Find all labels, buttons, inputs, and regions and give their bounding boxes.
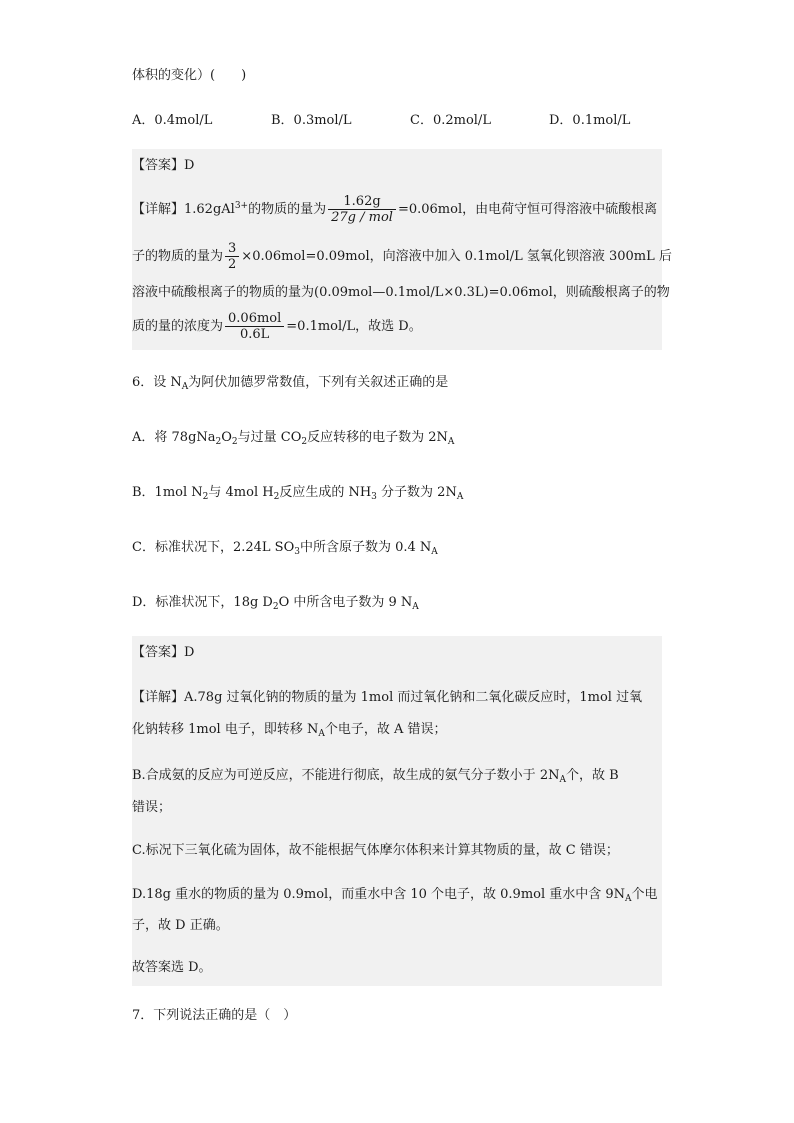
q6-detail-a-line-1: 【详解】A.78g 过氧化钠的物质的量为 1mol 而过氧化钠和二氧化碳反应时，1mol 过氧 — [132, 690, 643, 705]
q5-answer-block — [132, 149, 672, 350]
q5-option-a: A．0.4mol/L — [132, 113, 213, 128]
q7-stem: 7．下列说法正确的是（ ） — [132, 1008, 297, 1023]
q6-detail-c: C.标况下三氧化硫为固体，故不能根据气体摩尔体积来计算其物质的量，故 C 错误； — [132, 843, 619, 858]
fraction-concentration: $\frac{\text{0.06mol}}{0.6L}$ — [225, 311, 284, 342]
q6-option-c: C．标准状况下，2.24L $SO_3$中所含原子数为 0.4 $N_A$ — [132, 540, 438, 557]
q6-detail-d-line-2: 子，故 D 正确。 — [132, 918, 229, 933]
q5-option-d: D．0.1mol/L — [549, 113, 631, 128]
q6-option-b: B．1mol $N_2$与 4mol $H_2$反应生成的 $NH_3$ 分子数为 $2N_A$ — [132, 485, 464, 502]
q6-answer: 【答案】D — [132, 645, 195, 660]
q5-detail-line-3: 溶液中硫酸根离子的物质的量为(0.09mol—0.1mol/L×0.3L)=0.06mol，则硫酸根离子的物 — [132, 285, 670, 300]
q6-stem: 6．设 $N_A$为阿伏加德罗常数值，下列有关叙述正确的是 — [132, 375, 449, 392]
q5-detail-line-1: 【详解】1.62gAl$^{3+}$的物质的量为 $\frac{1.62g}{\text{27g / mol}}$ =0.06mol，由电荷守恒可得溶液中硫酸根离 — [132, 194, 658, 225]
q5-detail-line-4: 质的量的浓度为 $\frac{\text{0.06mol}}{0.6L}$ =0.1mol/L，故选 D。 — [132, 311, 422, 342]
q6-option-d: D．标准状况下，18g $D_2O$ 中所含电子数为 9 $N_A$ — [132, 595, 419, 612]
q6-answer-block — [132, 636, 662, 986]
q6-detail-b-line-2: 错误； — [132, 800, 172, 815]
q5-stem-tail: 体积的变化）( ) — [132, 68, 247, 83]
q6-detail-b-line-1: B.合成氨的反应为可逆反应，不能进行彻底，故生成的氨气分子数小于 $2N_A$个，故 B — [132, 768, 619, 785]
fraction-three-halves: $\frac{3}{2}$ — [225, 241, 239, 272]
q6-detail-a-line-2: 化钠转移 1mol 电子，即转移 $N_A$个电子，故 A 错误； — [132, 722, 447, 739]
q5-detail-line-2: 子的物质的量为 $\frac{3}{2}$ ×0.06mol=0.09mol，向溶液中加入 0.1mol/L 氢氧化钡溶液 300mL 后 — [132, 241, 672, 272]
fraction-mass-over-molar: $\frac{1.62g}{\text{27g / mol}}$ — [328, 194, 396, 225]
q5-answer: 【答案】D — [132, 158, 195, 173]
q5-option-c: C．0.2mol/L — [410, 113, 491, 128]
q6-detail-d-line-1: D.18g 重水的物质的量为 0.9mol，而重水中含 10 个电子，故 0.9mol 重水中含 $9N_A$个电 — [132, 887, 658, 904]
q5-option-b: B．0.3mol/L — [271, 113, 352, 128]
q6-option-a: A．将 $78gNa_2O_2$与过量 $CO_2$反应转移的电子数为 $2N_A$ — [132, 430, 455, 447]
q6-conclusion: 故答案选 D。 — [132, 960, 212, 975]
